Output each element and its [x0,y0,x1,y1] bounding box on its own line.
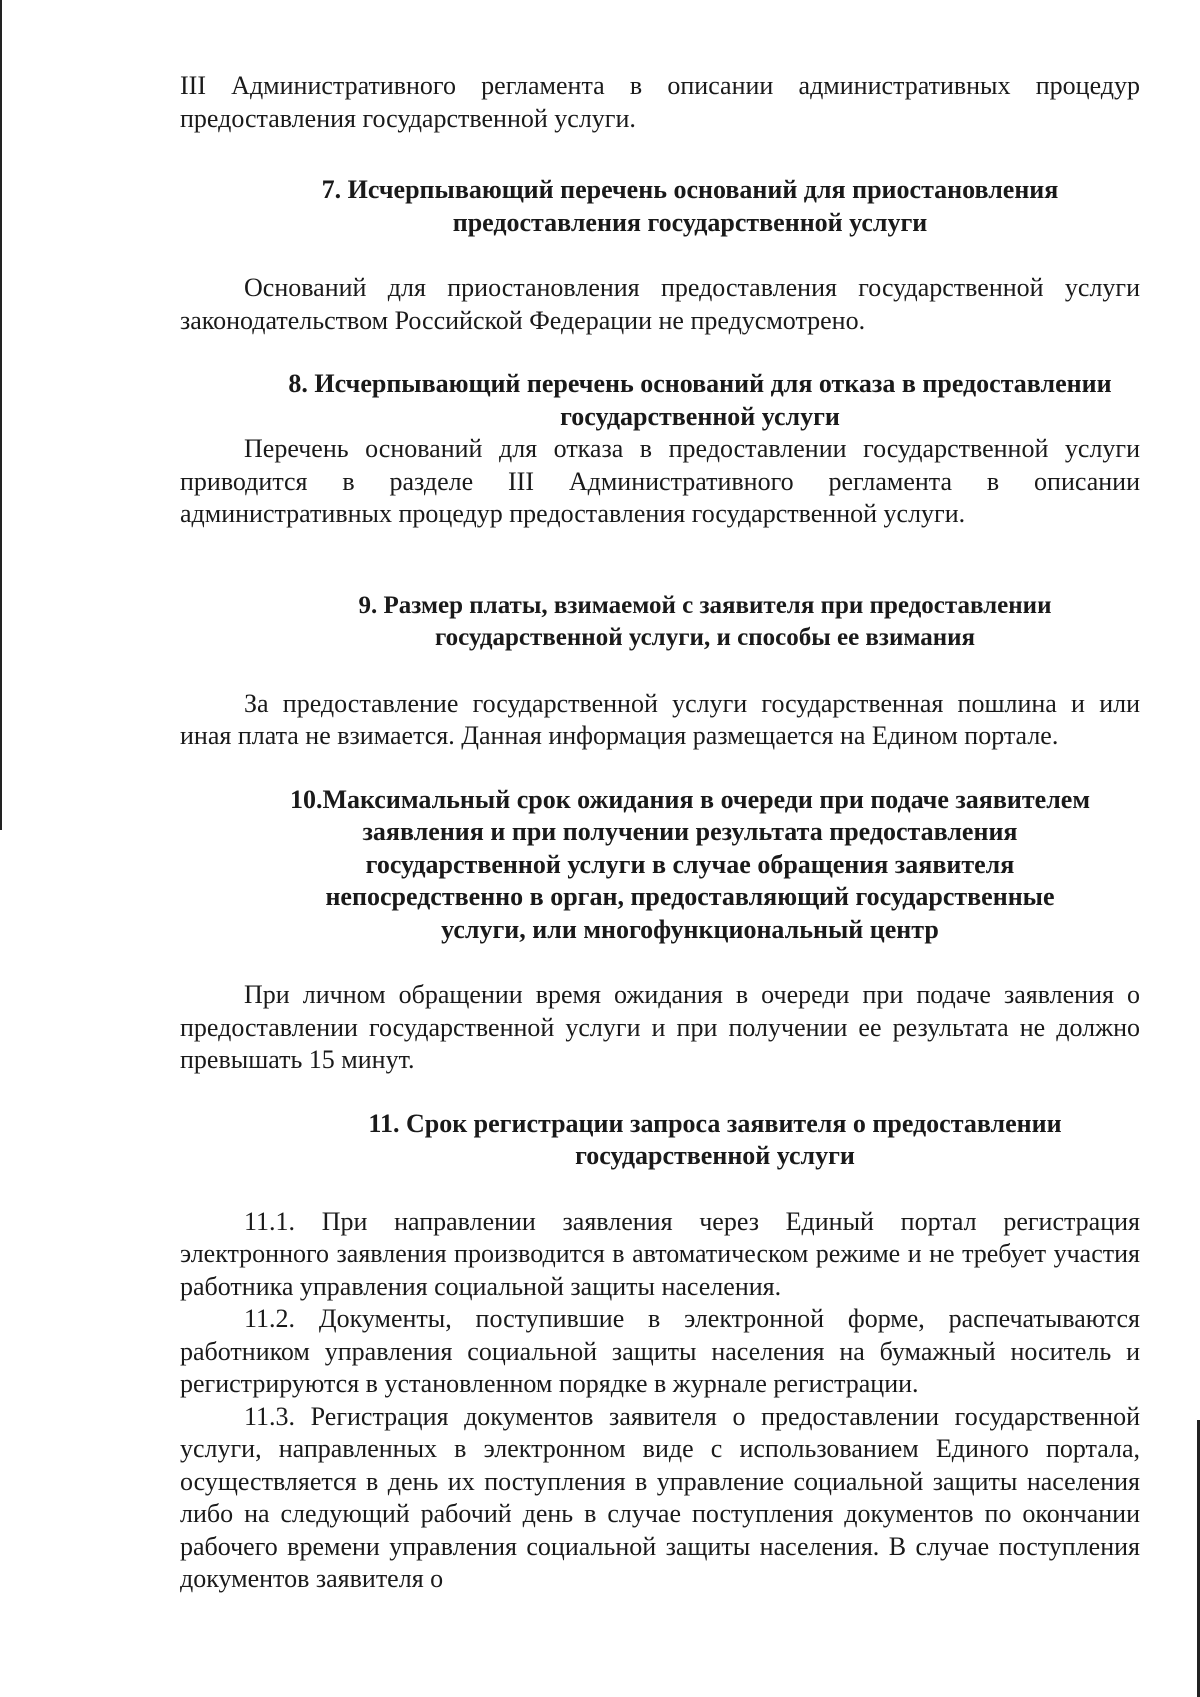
section-9 [180,590,1140,753]
section-7-heading: 7. Исчерпывающий перечень оснований для приостановления предоставления государственной услуги [321,175,1059,237]
section-7-paragraph: Оснований для приостановления предоставления государственной услуги законодательством Российской Федерации не предусмотрено. [180,273,1140,335]
paragraph-11-1: 11.1. При направлении заявления через Единый портал регистрация электронного заявления производится в автоматическом режиме и не требует участия работника управления социальной защиты населения. [180,1206,1140,1301]
intro-paragraph: III Административного регламента в описании административных процедур предоставления государственной услуги. [180,71,1140,133]
section-8 [180,368,1140,531]
section-11 [180,1108,1140,1596]
section-11-heading: 11. Срок регистрации запроса заявителя о предоставлении государственной услуги [368,1108,1062,1170]
paragraph-11-3: 11.3. Регистрация документов заявителя о предоставлении государственной услуги, направленных в электронном виде с использованием Единого портала, осуществляется в день их поступления в управление социальной защиты населения либо на следующий рабочий день в случае поступления документов по окончании рабочего времени управления социальной защиты населения. В случае поступления документов заявителя о [180,1401,1140,1593]
section-10-heading: 10.Максимальный срок ожидания в очереди при подаче заявителем заявления и при получении результата предоставления государственной услуги в случае обращения заявителя непосредственно в орган, предоставляющий государственные услуги, или многофункциональный центр [289,784,1091,944]
section-9-heading: 9. Размер платы, взимаемой с заявителя при предоставлении государственной услуги, и способы ее взимания [358,591,1052,651]
document-page [180,70,1140,1596]
section-8-heading: 8. Исчерпывающий перечень оснований для отказа в предоставлении государственной услуги [288,369,1112,431]
left-scan-edge [0,0,2,830]
section-9-paragraph: За предоставление государственной услуги государственная пошлина и или иная плата не взимается. Данная информация размещается на Едином портале. [180,688,1140,750]
section-10-paragraph: При личном обращении время ожидания в очереди при подаче заявления о предоставлении государственной услуги и при получении ее результата не должно превышать 15 минут. [180,980,1140,1074]
section-7 [180,174,1140,337]
section-8-paragraph: Перечень оснований для отказа в предоставлении государственной услуги приводится в разделе III Административного регламента в описании административных процедур предоставления государственной услуги. [180,434,1140,528]
section-10 [180,784,1140,1077]
paragraph-11-2: 11.2. Документы, поступившие в электронной форме, распечатываются работником управления социальной защиты населения на бумажный носитель и регистрируются в установленном порядке в журнале регистрации. [180,1304,1140,1398]
